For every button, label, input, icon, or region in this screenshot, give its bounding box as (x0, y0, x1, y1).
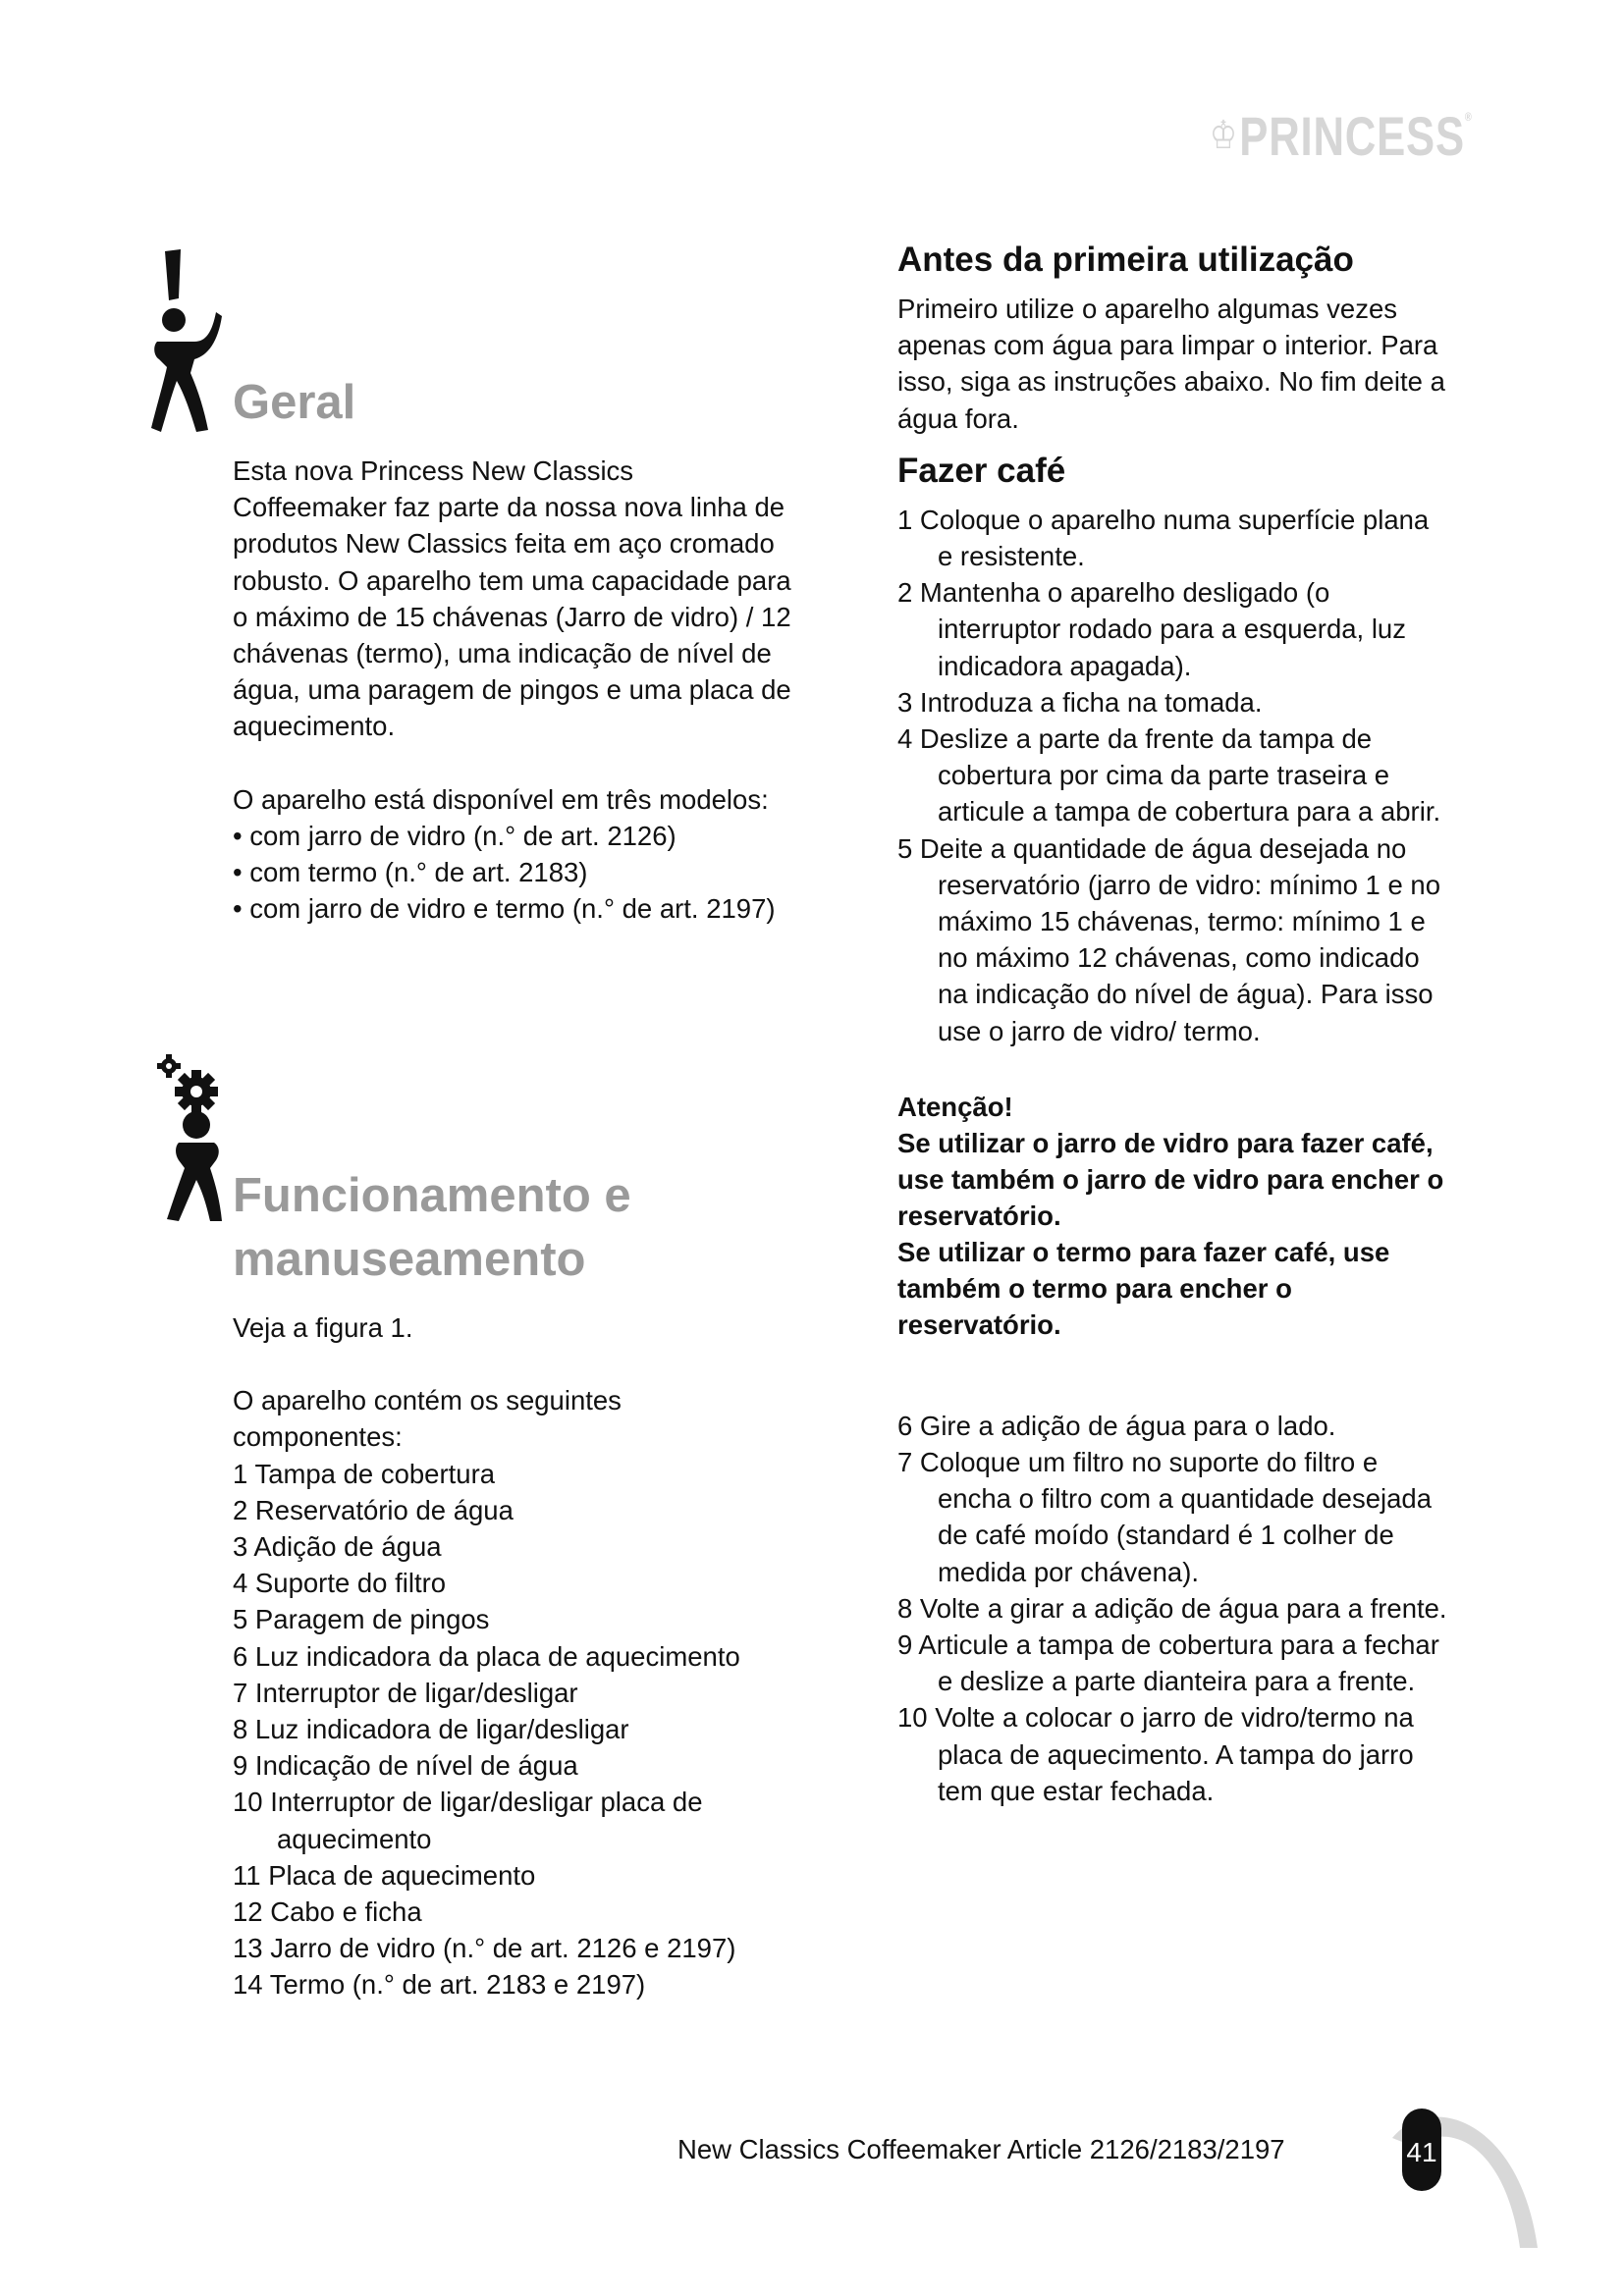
page-number: 41 (1406, 2137, 1437, 2167)
section-title-funcionamento (233, 1164, 631, 1292)
list-item: 9 Indicação de nível de água (233, 1750, 578, 1782)
list-item: 14 Termo (n.° de art. 2183 e 2197) (233, 1969, 646, 2001)
list-item: 13 Jarro de vidro (n.° de art. 2126 e 2197) (233, 1933, 736, 1964)
page-number-tab (1373, 2091, 1540, 2248)
trademark-icon: ® (1464, 110, 1473, 124)
list-item: 2 Reservatório de água (233, 1494, 514, 1525)
list-item: 10 Volte a colocar o jarro de vidro/termo na placa de aquecimento. A tampa do jarro tem que estar fechada. (897, 1702, 1414, 1806)
list-item: 7 Coloque um filtro no suporte do filtro e encha o filtro com a quantidade desejada de café moído (standard é 1 colher de medida por chávena). (897, 1447, 1432, 1587)
list-item: 1 Coloque o aparelho numa superfície plana e resistente. (897, 504, 1430, 572)
list-item: 8 Luz indicadora de ligar/desligar (233, 1714, 629, 1745)
logo-text: PRINCESS (1239, 104, 1465, 167)
see-figure: Veja a figura 1. (233, 1312, 413, 1343)
exclamation-bar (165, 249, 181, 300)
list-item: 3 Introduza a ficha na tomada. (897, 686, 1263, 718)
figure-body (151, 312, 222, 432)
geral-intro: Esta nova Princess New Classics Coffeemaker faz parte da nossa nova linha de produtos New Classics feita em aço cromado robusto. O aparelho tem uma capacidade para o máximo de 15 chávenas (Jarro de vidro) / 12 chávenas (termo), uma indicação de nível de água, uma paragem de pingos e uma placa de aquecimento. (233, 455, 791, 742)
attention-text: Se utilizar o termo para fazer café, use também o termo para encher o reservatório. (897, 1236, 1390, 1340)
list-item: 10 Interruptor de ligar/desligar placa de aquecimento (233, 1787, 703, 1854)
princess-logo (1210, 104, 1473, 167)
list-item: • com jarro de vidro (n.° de art. 2126) (233, 820, 677, 851)
right-column (897, 238, 1447, 1809)
exclamation-dot (162, 308, 186, 332)
figure-head (183, 1111, 210, 1139)
title-line: manuseamento (233, 1233, 586, 1286)
antes-text: Primeiro utilize o aparelho algumas vezes apenas com água para limpar o interior. Para isso, siga as instruções abaixo. No fim deite a água fora. (897, 294, 1445, 434)
figure-body (167, 1143, 222, 1221)
list-item: 4 Suporte do filtro (233, 1568, 447, 1599)
list-item: 3 Adição de água (233, 1531, 442, 1563)
list-item: • com jarro de vidro e termo (n.° de art. 2197) (233, 893, 776, 925)
list-item: 1 Tampa de cobertura (233, 1458, 496, 1489)
list-item: 5 Deite a quantidade de água desejada no reservatório (jarro de vidro: mínimo 1 e no máximo 15 chávenas, termo: mínimo 1 e no máximo 12 chávenas, como indicado na indicação do nível de água). Para isso use o jarro de vidro/ termo. (897, 832, 1441, 1046)
list-item: 6 Gire a adição de água para o lado. (897, 1410, 1336, 1441)
section-title-geral: Geral (233, 376, 356, 429)
antes-title: Antes da primeira utilização (897, 240, 1354, 279)
steps-list-b (897, 1408, 1447, 1809)
geral-section (233, 453, 792, 927)
list-item: 7 Interruptor de ligar/desligar (233, 1677, 578, 1708)
components-list (233, 1456, 792, 2003)
exclamation-figure-icon (147, 247, 226, 434)
funcionamento-section (233, 1309, 792, 2003)
models-intro: O aparelho está disponível em três modelos: (233, 783, 769, 815)
fazer-cafe-title: Fazer café (897, 451, 1066, 490)
list-item: 8 Volte a girar a adição de água para a frente. (897, 1592, 1447, 1624)
title-line: Funcionamento e (233, 1169, 631, 1222)
models-list (233, 818, 792, 928)
components-intro: O aparelho contém os seguintes componentes: (233, 1385, 622, 1453)
list-item: 2 Mantenha o aparelho desligado (o interruptor rodado para a esquerda, luz indicadora apagada). (897, 577, 1406, 681)
list-item: 11 Placa de aquecimento (233, 1859, 536, 1891)
footer-text: New Classics Coffeemaker Article 2126/2183/2197 (677, 2134, 1285, 2164)
list-item: 5 Paragem de pingos (233, 1604, 490, 1635)
crown-icon: ♔ (1210, 114, 1238, 157)
attention-box (897, 1089, 1447, 1343)
attention-text: Se utilizar o jarro de vidro para fazer café, use também o jarro de vidro para encher o reservatório. (897, 1127, 1444, 1231)
gear-figure-icon (157, 1054, 236, 1223)
attention-title: Atenção! (897, 1091, 1013, 1122)
list-item: 12 Cabo e ficha (233, 1896, 422, 1928)
list-item: 4 Deslize a parte da frente da tampa de cobertura por cima da parte traseira e articule a tampa de cobertura para a abrir. (897, 723, 1441, 828)
steps-list-a (897, 502, 1447, 1049)
list-item: 6 Luz indicadora da placa de aquecimento (233, 1640, 740, 1672)
list-item: 9 Articule a tampa de cobertura para a fechar e deslize a parte dianteira para a frente. (897, 1629, 1439, 1697)
list-item: • com termo (n.° de art. 2183) (233, 857, 588, 888)
